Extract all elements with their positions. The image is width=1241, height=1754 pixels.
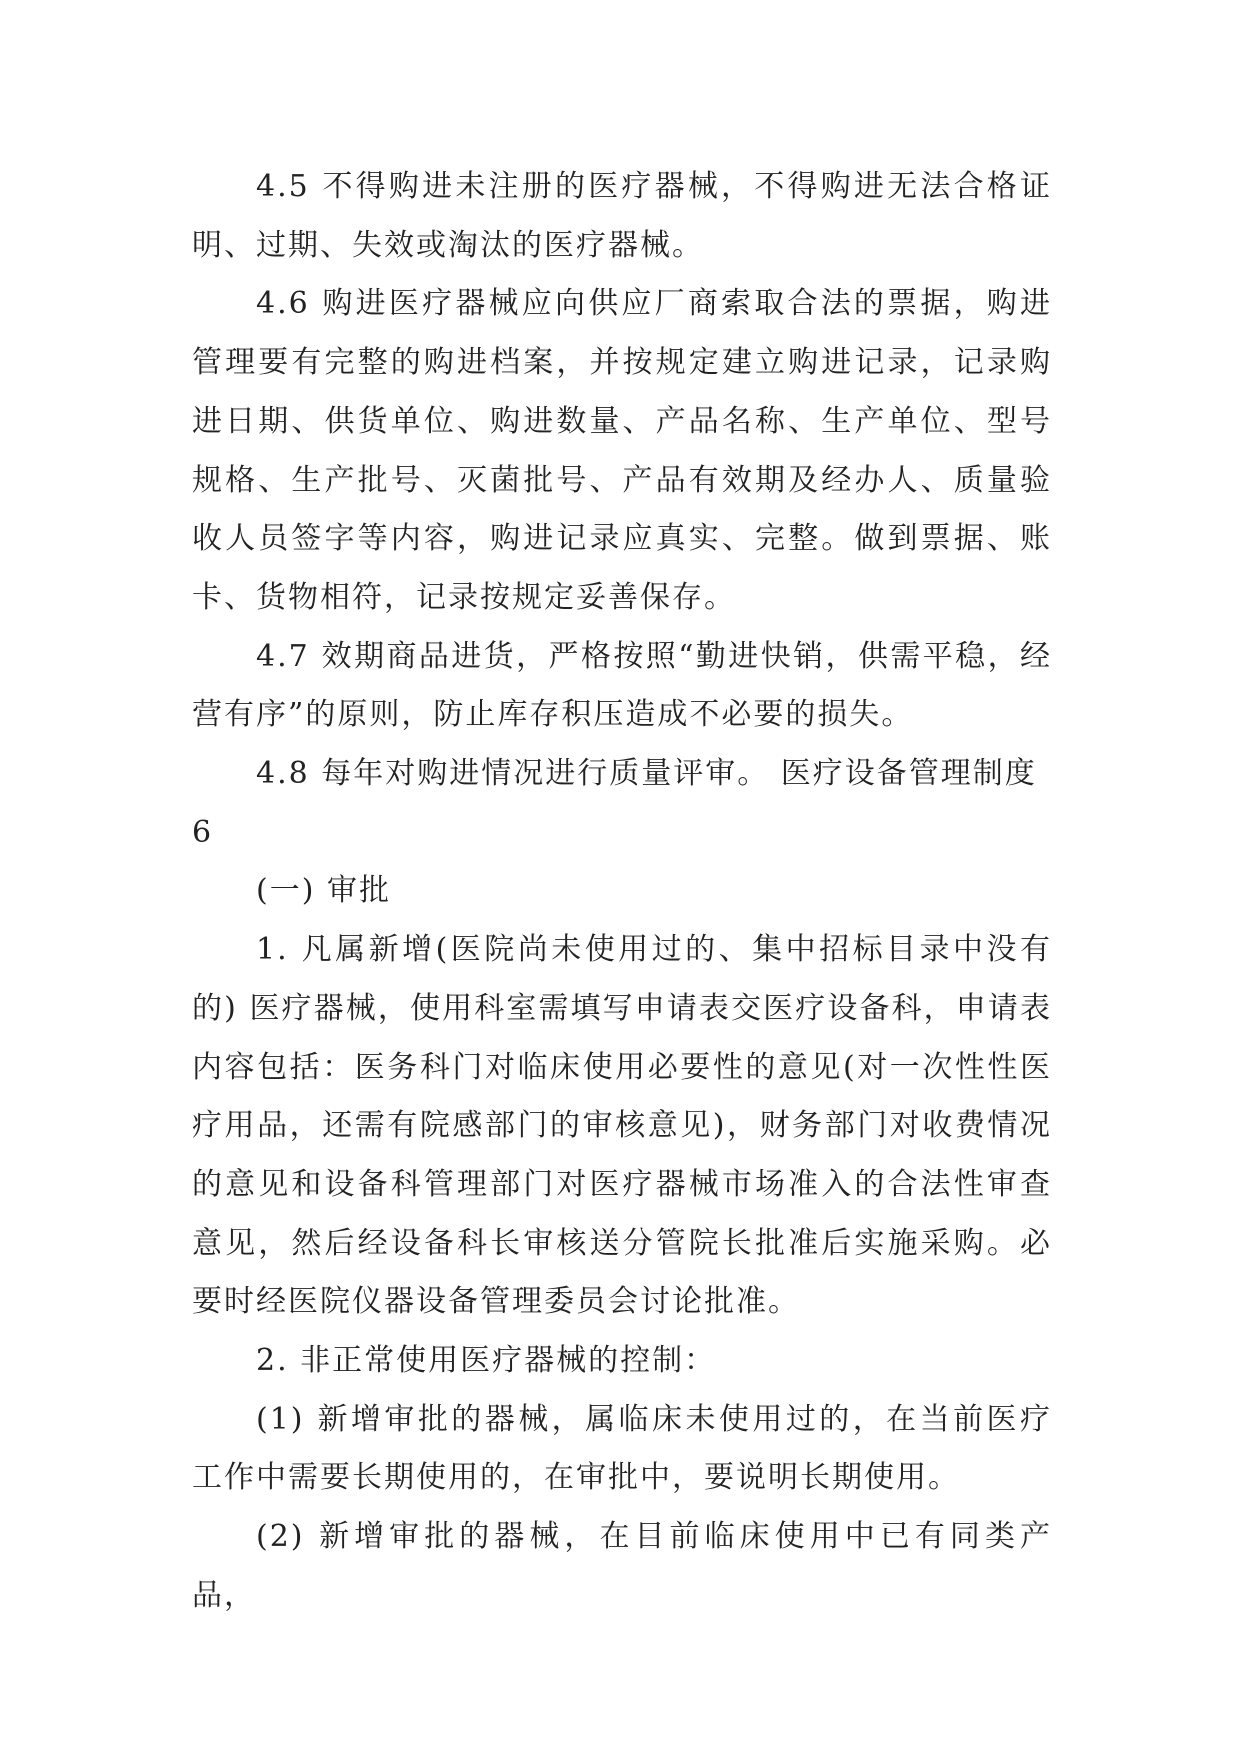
section-heading-approval: (一) 审批 — [256, 873, 391, 909]
page-number-text: 6 — [192, 814, 214, 850]
paragraph-4-5: 4.5 不得购进未注册的医疗器械，不得购进无法合格证明、过期、失效或淘汰的医疗器械。 — [192, 169, 1052, 263]
paragraph-subitem-1: (1) 新增审批的器械，属临床未使用过的，在当前医疗工作中需要长期使用的，在审批中，要说明长期使用。 — [192, 1401, 1052, 1496]
paragraph-4-6: 4.6 购进医疗器械应向供应厂商索取合法的票据，购进管理要有完整的购进档案，并按规定建立购进记录，记录购进日期、供货单位、购进数量、产品名称、生产单位、型号规格、生产批号、灭菌批号、产品有效期及经办人、质量验收人员签字等内容，购进记录应真实、完整。做到票据、账卡、货物相符，记录按规定妥善保存。 — [192, 286, 1052, 615]
paragraph-4-7: 4.7 效期商品进货，严格按照“勤进快销，供需平稳，经营有序”的原则，防止库存积压造成不必要的损失。 — [192, 638, 1052, 733]
paragraph-4-8: 4.8 每年对购进情况进行质量评审。 医疗设备管理制度 — [256, 756, 1037, 792]
paragraph-item-2: 2. 非正常使用医疗器械的控制： — [256, 1343, 717, 1379]
document-body — [192, 158, 1052, 1626]
paragraph-subitem-2: (2) 新增审批的器械，在目前临床使用中已有同类产品， — [192, 1519, 1052, 1613]
paragraph-item-1: 1. 凡属新增(医院尚未使用过的、集中招标目录中没有的) 医疗器械，使用科室需填写申请表交医疗设备科，申请表内容包括：医务科门对临床使用必要性的意见(对一次性性医疗用品，还需有院感部门的审核意见)，财务部门对收费情况的意见和设备科管理部门对医疗器械市场准入的合法性审查意见，然后经设备科长审核送分管院长批准后实施采购。必要时经医院仪器设备管理委员会讨论批准。 — [192, 932, 1052, 1320]
